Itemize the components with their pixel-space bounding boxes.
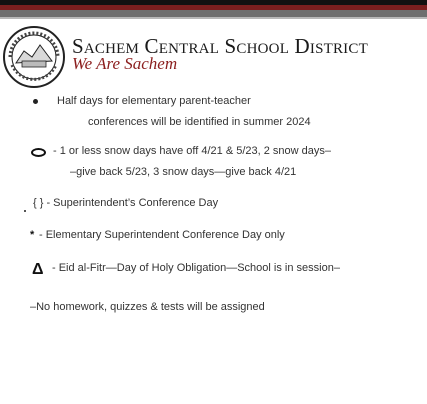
half-days-line1: Half days for elementary parent-teacher <box>57 95 251 107</box>
superintendent-conference-day: { } - Superintendent’s Conference Day <box>33 197 219 209</box>
snow-day-oval-icon <box>31 148 46 157</box>
snow-days-line1: - 1 or less snow days have off 4/21 & 5/23, 2 snow days– <box>53 145 332 157</box>
snow-days-line2: –give back 5/23, 3 snow days—give back 4/21 <box>70 166 297 178</box>
header-bar-thin <box>0 17 427 19</box>
district-seal-icon <box>2 25 66 89</box>
no-homework: –No homework, quizzes & tests will be assigned <box>30 301 265 313</box>
bullet-icon <box>33 99 38 104</box>
asterisk-icon: * <box>30 229 35 241</box>
district-tagline: We Are Sachem <box>72 54 178 73</box>
speck <box>24 210 26 212</box>
triangle-icon: Δ <box>32 261 44 278</box>
eid-al-fitr: - Eid al-Fitr—Day of Holy Obligation—School is in session– <box>52 262 340 274</box>
header-bar-gray <box>0 10 427 17</box>
district-name: Sachem Central School District <box>72 34 368 58</box>
elementary-conference-day: - Elementary Superintendent Conference Day only <box>39 229 285 241</box>
half-days-line2: conferences will be identified in summer 2024 <box>88 116 311 128</box>
